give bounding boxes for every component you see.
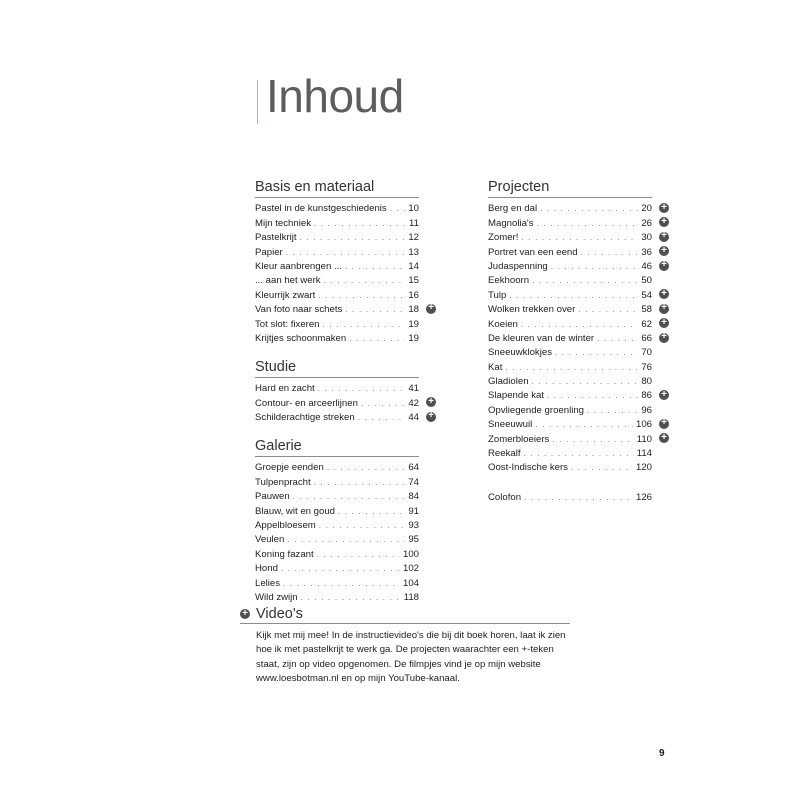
leader-dots <box>345 304 405 316</box>
leader-dots <box>327 462 406 474</box>
toc-entry-page: 13 <box>408 246 419 258</box>
toc-entry <box>488 244 652 258</box>
toc-entry-title: Hond <box>255 563 278 575</box>
toc-entry-page: 19 <box>408 318 419 330</box>
toc-entry-page: 62 <box>641 318 652 330</box>
toc-entry-page: 86 <box>641 390 652 402</box>
toc-entry-page: 66 <box>641 332 652 344</box>
toc-entry <box>488 201 652 215</box>
toc-entry <box>488 331 652 345</box>
toc-entry-title: Gladiolen <box>488 376 529 388</box>
toc-entry-page: 64 <box>408 462 419 474</box>
leader-dots <box>552 434 633 446</box>
toc-entry-title: Blauw, wit en goud <box>255 505 336 517</box>
toc-entry-page: 104 <box>402 577 419 589</box>
toc-entry <box>255 546 419 560</box>
plus-circle-icon <box>426 412 436 422</box>
leader-dots <box>349 333 405 345</box>
toc-entry <box>488 215 652 229</box>
leader-dots <box>323 319 406 331</box>
toc-entry <box>255 575 419 589</box>
leader-dots <box>555 347 638 359</box>
plus-circle-icon <box>240 609 250 619</box>
toc-entry-title: Papier <box>255 246 283 258</box>
toc-entry <box>488 374 652 388</box>
videos-text: Kijk met mij mee! In de instructievideo's die bij dit boek horen, laat ik zien hoe ik met pastelkrijt te werk ga. De projecten waarachter een +-teken staat, zijn op video opgenomen. De filmpjes vind je op mijn website www.loesbotman.nl en op mijn YouTube-kanaal. <box>256 630 566 685</box>
toc-entry-page: 36 <box>641 246 652 258</box>
toc-entry <box>255 410 419 424</box>
leader-dots <box>281 563 400 575</box>
toc-entry-title: Mijn techniek <box>255 217 311 229</box>
toc-entry-page: 110 <box>636 433 652 445</box>
toc-entry-title: ... aan het werk <box>255 275 321 287</box>
toc-entry-title: Groepje eenden <box>255 462 324 474</box>
toc-entry-page: 15 <box>408 275 419 287</box>
toc-entry-title: Kleurrijk zwart <box>255 289 316 301</box>
plus-circle-icon <box>426 304 436 314</box>
toc-entry-title: Tulp <box>488 289 507 301</box>
toc-entry <box>255 302 419 316</box>
leader-dots <box>390 203 406 215</box>
toc-entry-title: Tot slot: fixeren <box>255 318 320 330</box>
toc-entry-page: 41 <box>408 383 419 395</box>
leader-dots <box>293 491 406 503</box>
toc-entry <box>255 532 419 546</box>
toc-entry-title: Colofon <box>488 491 522 503</box>
toc-entry-page: 11 <box>409 217 419 229</box>
toc-entry-page: 91 <box>408 505 419 517</box>
toc-entry-title: Hard en zacht <box>255 383 315 395</box>
toc-section <box>255 437 419 604</box>
toc-entry-title: De kleuren van de winter <box>488 332 595 344</box>
toc-section <box>488 178 652 504</box>
leader-dots <box>358 412 406 424</box>
toc-entry <box>488 359 652 373</box>
plus-circle-icon <box>659 390 669 400</box>
toc-entry <box>255 215 419 229</box>
toc-entry <box>255 381 419 395</box>
toc-entry <box>255 489 419 503</box>
leader-dots <box>540 203 638 215</box>
toc-entry-page: 118 <box>403 591 419 603</box>
leader-dots <box>581 247 639 259</box>
leader-dots <box>521 232 638 244</box>
videos-section <box>240 606 570 687</box>
toc-entry <box>488 287 652 301</box>
leader-dots <box>578 304 638 316</box>
toc-entry-page: 74 <box>408 476 419 488</box>
toc-entry <box>255 518 419 532</box>
leader-dots <box>324 275 406 287</box>
toc-entry <box>488 402 652 416</box>
toc-entry-title: Sneeuwklokjes <box>488 347 552 359</box>
toc-entry-title: Tulpenpracht <box>255 476 311 488</box>
leader-dots <box>524 492 633 504</box>
toc-entry-page: 100 <box>402 548 419 560</box>
toc-entry-page: 18 <box>408 304 419 316</box>
toc-entry <box>488 345 652 359</box>
toc-entry-title: Kat <box>488 361 503 373</box>
toc-entry-page: 42 <box>408 397 419 409</box>
plus-circle-icon <box>659 203 669 213</box>
toc-entry <box>255 201 419 215</box>
toc-entry <box>488 388 652 402</box>
leader-dots <box>286 247 406 259</box>
toc-entry <box>488 230 652 244</box>
toc-entry <box>255 395 419 409</box>
toc-entry-page: 120 <box>635 462 652 474</box>
toc-entry-title: Opvliegende groenling <box>488 404 585 416</box>
toc-entry <box>255 287 419 301</box>
toc-entry-page: 58 <box>641 304 652 316</box>
leader-dots <box>318 290 405 302</box>
leader-dots <box>551 261 639 273</box>
toc-entry-title: Pastel in de kunstgeschiedenis <box>255 203 387 215</box>
toc-entry <box>255 244 419 258</box>
toc-entry <box>255 561 419 575</box>
toc-entry <box>488 460 652 474</box>
toc-entry-page: 20 <box>641 203 652 215</box>
toc-entry-page: 126 <box>635 491 652 503</box>
leader-dots <box>283 578 400 590</box>
toc-entry-title: Koeien <box>488 318 518 330</box>
leader-dots <box>521 319 638 331</box>
toc-entry-title: Berg en dal <box>488 203 538 215</box>
toc-entry <box>255 230 419 244</box>
toc-left-column <box>255 178 419 604</box>
leader-dots <box>314 218 406 230</box>
plus-circle-icon <box>659 217 669 227</box>
toc-entry-page: 14 <box>408 260 419 272</box>
leader-dots <box>532 376 639 388</box>
leader-dots <box>597 333 638 345</box>
leader-dots <box>361 398 405 410</box>
toc-entry-title: Contour- en arceerlijnen <box>255 397 358 409</box>
toc-entry <box>488 431 652 445</box>
toc-entry-title: Sneeuwuil <box>488 419 533 431</box>
toc-entry-title: Judaspenning <box>488 260 548 272</box>
toc-right-column <box>488 178 652 504</box>
toc-entry-title: Pastelkrijt <box>255 232 297 244</box>
leader-dots <box>338 506 405 518</box>
section-heading: Galerie <box>255 437 419 457</box>
toc-entry <box>255 259 419 273</box>
toc-entry-page: 93 <box>408 520 419 532</box>
leader-dots <box>300 232 406 244</box>
plus-circle-icon <box>659 232 669 242</box>
plus-circle-icon <box>426 397 436 407</box>
section-heading: Studie <box>255 358 419 378</box>
leader-dots <box>319 520 406 532</box>
toc-entry-page: 95 <box>408 534 419 546</box>
toc-entry <box>488 417 652 431</box>
leader-dots <box>314 477 406 489</box>
toc-entry-title: Wolken trekken over <box>488 304 576 316</box>
leader-dots <box>345 261 405 273</box>
plus-circle-icon <box>659 289 669 299</box>
toc-entry-page: 19 <box>408 332 419 344</box>
toc-entry-title: Schilderachtige streken <box>255 412 355 424</box>
toc-entry-title: Van foto naar schets <box>255 304 343 316</box>
toc-entry-page: 70 <box>641 347 652 359</box>
toc-entry <box>255 474 419 488</box>
toc-entry-page: 76 <box>641 361 652 373</box>
toc-entry-title: Lelies <box>255 577 281 589</box>
page-title: Inhoud <box>266 70 404 122</box>
toc-entry-page: 46 <box>641 260 652 272</box>
page-number: 9 <box>659 748 665 759</box>
plus-circle-icon <box>659 261 669 271</box>
toc-entry-title: Appelbloesem <box>255 520 316 532</box>
plus-circle-icon <box>659 433 669 443</box>
toc-entry-title: Kleur aanbrengen ... <box>255 260 342 272</box>
toc-section <box>255 178 419 345</box>
plus-circle-icon <box>659 318 669 328</box>
toc-entry <box>488 259 652 273</box>
leader-dots <box>509 290 638 302</box>
toc-entry-title: Slapende kat <box>488 390 545 402</box>
toc-section <box>255 358 419 424</box>
plus-circle-icon <box>659 419 669 429</box>
toc-entry <box>255 331 419 345</box>
toc-entry-title: Portret van een eend <box>488 246 578 258</box>
title-rule <box>257 80 258 124</box>
toc-entry <box>488 446 652 460</box>
toc-entry-title: Veulen <box>255 534 285 546</box>
toc-entry-page: 50 <box>641 275 652 287</box>
leader-dots <box>571 462 633 474</box>
toc-entry-page: 10 <box>408 203 419 215</box>
leader-dots <box>524 448 634 460</box>
toc-entry <box>488 489 652 503</box>
leader-dots <box>532 275 638 287</box>
toc-entry <box>255 503 419 517</box>
toc-entry-page: 26 <box>641 217 652 229</box>
toc-entry-page: 114 <box>636 448 652 460</box>
videos-heading <box>240 606 570 624</box>
leader-dots <box>301 592 401 604</box>
toc-entry-page: 84 <box>408 491 419 503</box>
plus-circle-icon <box>659 246 669 256</box>
toc-entry <box>488 273 652 287</box>
leader-dots <box>317 549 400 561</box>
toc-entry-title: Eekhoorn <box>488 275 530 287</box>
toc-entry-page: 106 <box>635 419 652 431</box>
toc-entry-title: Koning fazant <box>255 548 314 560</box>
toc-entry-title: Zomer! <box>488 232 519 244</box>
section-heading: Projecten <box>488 178 652 198</box>
toc-entry-page: 102 <box>402 563 419 575</box>
plus-circle-icon <box>659 304 669 314</box>
toc-entry-title: Wild zwijn <box>255 591 298 603</box>
leader-dots <box>535 419 633 431</box>
leader-dots <box>547 390 638 402</box>
toc-entry <box>488 302 652 316</box>
toc-entry <box>255 460 419 474</box>
leader-dots <box>318 383 406 395</box>
toc-entry-title: Oost-Indische kers <box>488 462 568 474</box>
toc-entry <box>255 273 419 287</box>
toc-entry-title: Magnolia's <box>488 217 534 229</box>
videos-heading-label: Video's <box>256 606 303 622</box>
toc-entry-page: 80 <box>641 376 652 388</box>
leader-dots <box>587 405 638 417</box>
toc-entry <box>255 590 419 604</box>
toc-entry-title: Pauwen <box>255 491 290 503</box>
toc-entry-title: Krijtjes schoonmaken <box>255 332 347 344</box>
section-heading: Basis en materiaal <box>255 178 419 198</box>
toc-entry-page: 96 <box>641 404 652 416</box>
toc-entry-page: 30 <box>641 232 652 244</box>
toc-entry-page: 44 <box>408 412 419 424</box>
leader-dots <box>505 362 638 374</box>
toc-entry-page: 16 <box>408 289 419 301</box>
leader-dots <box>287 534 405 546</box>
leader-dots <box>537 218 639 230</box>
toc-entry-title: Reekalf <box>488 448 521 460</box>
toc-entry-page: 12 <box>408 232 419 244</box>
toc-entry-title: Zomerbloeiers <box>488 433 550 445</box>
toc-entry <box>488 316 652 330</box>
toc-entry-page: 54 <box>641 289 652 301</box>
toc-entry <box>255 316 419 330</box>
plus-circle-icon <box>659 333 669 343</box>
